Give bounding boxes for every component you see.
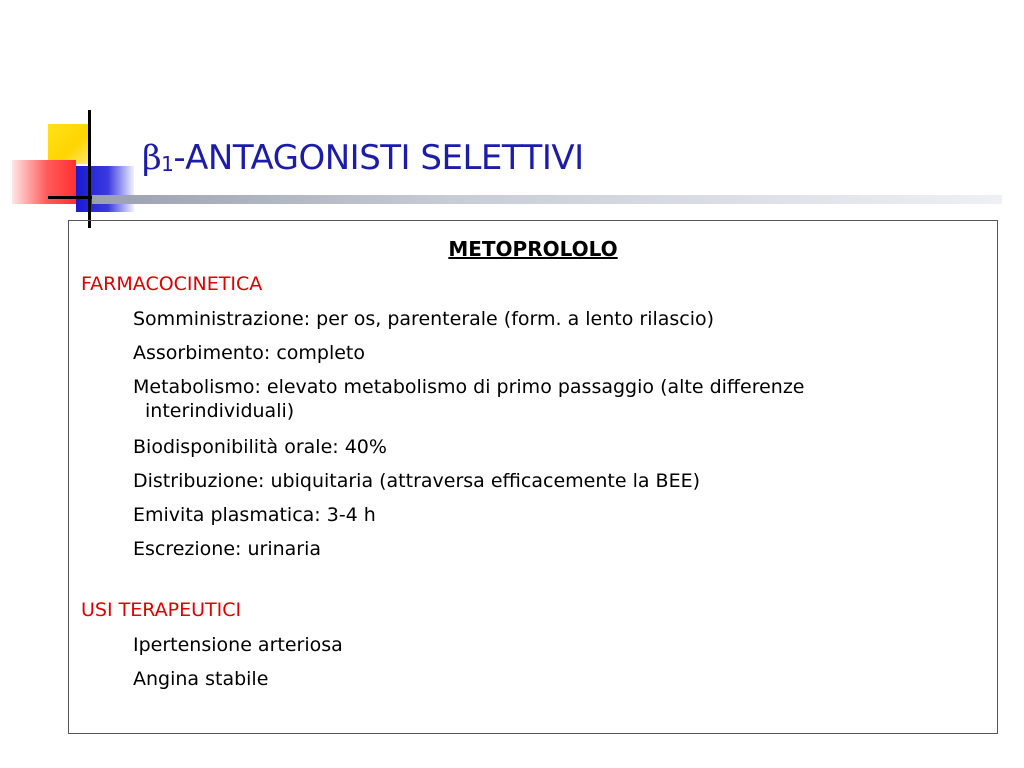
metabolismo-line-1: Metabolismo: elevato metabolismo di primo passaggio (alte differenze: [133, 376, 805, 398]
logo-blue-square: [76, 166, 134, 212]
content-box: [68, 220, 998, 734]
list-item-metabolismo: [133, 375, 805, 423]
slide-title: [142, 138, 584, 178]
list-item-assorbimento: Assorbimento: completo: [133, 342, 366, 364]
section-usi-terapeutici: USI TERAPEUTICI: [81, 599, 242, 621]
title-beta-symbol: β: [142, 138, 162, 178]
logo-yellow-square: [48, 124, 88, 164]
list-item-somministrazione: Somministrazione: per os, parenterale (form. a lento rilascio): [133, 308, 715, 330]
title-text: -ANTAGONISTI SELETTIVI: [173, 138, 584, 178]
logo-vertical-line: [88, 110, 91, 228]
decorative-logo: [0, 0, 160, 240]
title-underline-rule: [92, 195, 1002, 204]
list-item-angina: Angina stabile: [133, 668, 269, 690]
list-item-biodisponibilita: Biodisponibilità orale: 40%: [133, 436, 387, 458]
list-item-ipertensione: Ipertensione arteriosa: [133, 634, 343, 656]
list-item-escrezione: Escrezione: urinaria: [133, 538, 322, 560]
section-farmacocinetica: FARMACOCINETICA: [81, 273, 263, 295]
list-item-distribuzione: Distribuzione: ubiquitaria (attraversa efficacemente la BEE): [133, 470, 700, 492]
drug-heading: METOPROLOLO: [448, 237, 618, 261]
metabolismo-line-2: interindividuali): [145, 400, 295, 422]
title-subscript: 1: [161, 152, 174, 176]
list-item-emivita: Emivita plasmatica: 3-4 h: [133, 504, 376, 526]
